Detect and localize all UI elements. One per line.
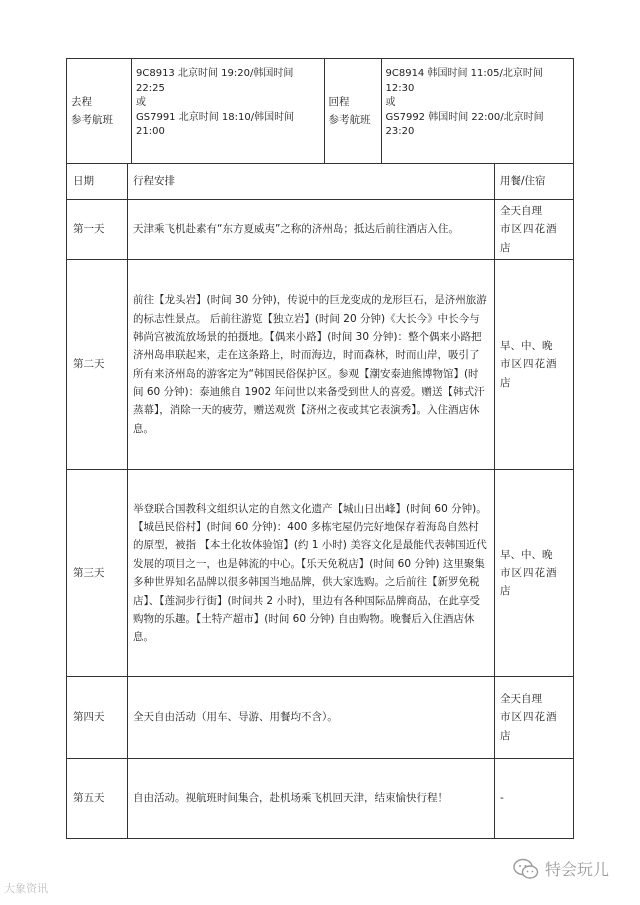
- day-label: 第四天: [67, 677, 128, 759]
- day-meal: [495, 470, 574, 677]
- return-line: GS7992 韩国时间 22:00/北京时间: [385, 111, 544, 123]
- flight-cell: [67, 59, 574, 164]
- meal-info: -: [500, 792, 504, 805]
- watermark-right: [513, 857, 609, 880]
- day-content: 天津乘飞机赴素有“东方夏威夷”之称的济州岛；抵达后前往酒店入住。: [128, 200, 495, 260]
- header-schedule: 行程安排: [128, 164, 495, 200]
- return-flights: [382, 59, 574, 163]
- hotel-info: 市区四花酒店: [500, 223, 558, 254]
- meal-info: 早、中、晚: [500, 548, 553, 561]
- day-content: 前往【龙头岩】(时间 30 分钟)，传说中的巨龙变成的龙形巨石，是济州旅游的标志性景点。 后前往游览【独立岩】(时间 20 分钟)《大长今》中长今与韩尚宫被流放场景的拍摄地。【偶来小路】(时间 30 分钟)：整个偶来小路把济州岛串联起来，走在这条路上，时而海边，时而森林，时而山岸，吸引了所有来济州岛的游客定为“韩国民俗保护区。参观【潮安泰迪熊博物馆】(时间 60 分钟)：泰迪熊自 1902 年问世以来备受到世人的喜爱。赠送【韩式汗蒸幕】，消除一天的疲劳，赠送观赏【济州之夜或其它表演秀】。入住酒店休息。: [128, 260, 495, 470]
- meal-info: 全天自理: [500, 693, 542, 706]
- day-row: [67, 200, 574, 260]
- return-label-2: 参考航班: [328, 114, 371, 126]
- day-label: 第三天: [67, 470, 128, 677]
- day-content: 举登联合国教科文组织认定的自然文化遗产【城山日出峰】(时间 60 分钟)。【城邑民俗村】(时间 60 分钟)：400 多栋宅屋仍完好地保存着海岛自然村的原型，被指 【本土化妆体验馆】(约 1 小时) 美容文化是最能代表韩国近代发展的项目之一，也是韩流的中心。【乐天免税店】(时间 60 分钟) 这里聚集多种世界知名品牌以很多韩国当地品牌，供大家选购。之后前往【新罗免税店】、【莲洞步行街】(时间共 2 小时)，里边有各种国际品牌商品，在此享受购物的乐趣。【土特产超市】(时间 60 分钟) 自由购物。晚餐后入住酒店休息。: [128, 470, 495, 677]
- watermark-left-text: 大象资讯: [4, 882, 48, 895]
- day-meal: [495, 260, 574, 470]
- day-row: [67, 470, 574, 677]
- return-line: 或: [385, 97, 396, 108]
- day-label: 第五天: [67, 759, 128, 839]
- outbound-line: 21:00: [136, 126, 165, 137]
- day-meal: [495, 677, 574, 759]
- hotel-info: 市区四花酒店: [500, 711, 558, 742]
- return-label-1: 回程: [328, 95, 350, 108]
- return-line: 23:20: [385, 126, 415, 137]
- day-label: 第二天: [67, 260, 128, 470]
- header-date: 日期: [67, 164, 128, 200]
- header-meal: 用餐/住宿: [495, 164, 574, 200]
- outbound-line: 或: [136, 97, 146, 108]
- day-row: [67, 677, 574, 759]
- return-label: [325, 59, 382, 163]
- return-line: 12:30: [385, 82, 415, 94]
- watermark-right-text: 特会玩儿: [545, 860, 610, 879]
- meal-info: 全天自理: [500, 205, 542, 217]
- itinerary-table: [66, 58, 574, 839]
- outbound-label-2: 参考航班: [71, 114, 113, 126]
- day-row: [67, 260, 574, 470]
- day-content: 全天自由活动（用车、导游、用餐均不含）。: [128, 677, 495, 759]
- outbound-label: [67, 59, 132, 163]
- return-line: 9C8914 韩国时间 11:05/北京时间: [385, 68, 543, 79]
- day-meal: [495, 200, 574, 260]
- flight-row: [67, 59, 574, 164]
- outbound-flights: [132, 59, 325, 163]
- day-row: [67, 759, 574, 839]
- outbound-line: 22:25: [136, 82, 165, 94]
- hotel-info: 市区四花酒店: [500, 566, 558, 598]
- meal-info: 早、中、晚: [500, 340, 553, 353]
- day-content: 自由活动。视航班时间集合，赴机场乘飞机回天津，结束愉快行程！: [128, 759, 495, 839]
- hotel-info: 市区四花酒店: [500, 358, 558, 389]
- day-meal: [495, 759, 574, 839]
- outbound-line: 9C8913 北京时间 19:20/韩国时间: [136, 68, 294, 79]
- wechat-icon: [513, 858, 539, 880]
- day-label: 第一天: [67, 200, 128, 260]
- outbound-line: GS7991 北京时间 18:10/韩国时间: [136, 111, 295, 123]
- header-row: [67, 164, 574, 200]
- outbound-label-1: 去程: [71, 95, 92, 108]
- watermark-left: [4, 880, 48, 896]
